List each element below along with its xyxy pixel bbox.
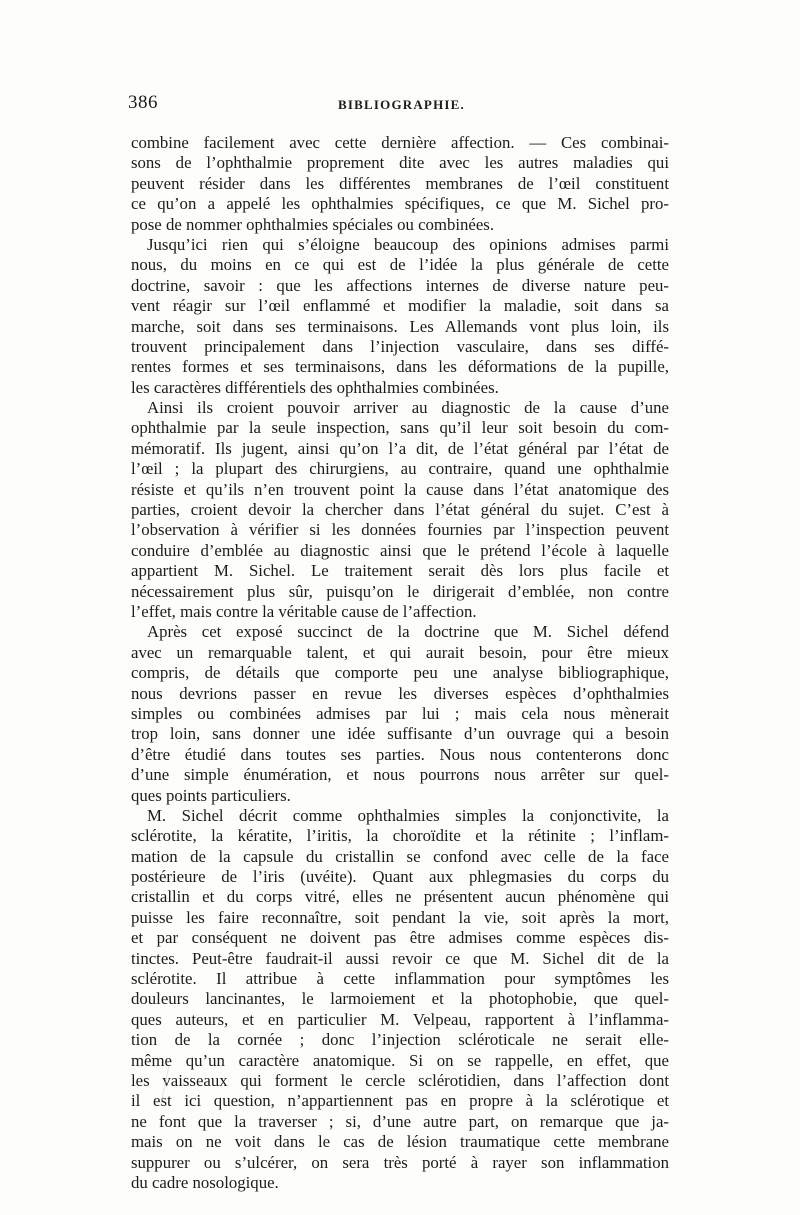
text-line: il est ici question, n’appartiennent pas en propre à la sclérotique et [131, 1091, 669, 1111]
text-line: sons de l’ophthalmie proprement dite avec les autres maladies qui [131, 153, 669, 173]
text-line: ophthalmie par la seule inspection, sans qu’il leur soit besoin du com- [131, 418, 669, 438]
text-line: rentes formes et ses terminaisons, dans les déformations de la pupille, [131, 357, 669, 377]
text-line: tinctes. Peut-être faudrait-il aussi revoir ce que M. Sichel dit de la [131, 948, 669, 968]
text-line: parties, croient devoir la chercher dans l’état général du sujet. C’est à [131, 500, 669, 520]
text-line: du cadre nosologique. [131, 1172, 279, 1192]
text-line: marche, soit dans ses terminaisons. Les Allemands vont plus loin, ils [131, 316, 669, 336]
text-line: mais on ne voit dans le cas de lésion traumatique cette membrane [131, 1132, 669, 1152]
text-line: les vaisseaux qui forment le cercle sclérotidien, dans l’affection dont [131, 1070, 669, 1090]
text-line: cristallin et du corps vitré, elles ne présentent aucun phénomène qui [131, 887, 669, 907]
text-line: puisse les faire reconnaître, soit pendant la vie, soit après la mort, [131, 907, 669, 927]
text-line: l’observation à vérifier si les données fournies par l’inspection peuvent [131, 520, 669, 540]
text-line: l’effet, mais contre la véritable cause de l’affection. [131, 601, 477, 621]
text-line: trouvent principalement dans l’injection vasculaire, dans ses diffé- [131, 336, 669, 356]
text-line: ce qu’on a appelé les ophthalmies spécifiques, ce que M. Sichel pro- [131, 194, 669, 214]
text-line: nécessairement plus sûr, puisqu’on le dirigerait d’emblée, non contre [131, 581, 669, 601]
text-line: Après cet exposé succinct de la doctrine que M. Sichel défend [147, 622, 669, 642]
page-number: 386 [128, 92, 158, 113]
text-line: vent réagir sur l’œil enflammé et modifier la maladie, soit dans sa [131, 296, 669, 316]
body-text [131, 133, 669, 1193]
text-line: nous, du moins en ce qui est de l’idée la plus générale de cette [131, 255, 669, 275]
text-line: et par conséquent ne doivent pas être admises comme espèces dis- [131, 928, 669, 948]
text-line: sclérotite. Il attribue à cette inflammation pour symptômes les [131, 969, 669, 989]
text-line: même qu’un caractère anatomique. Si on se rappelle, en effet, que [131, 1050, 669, 1070]
text-line: d’une simple énumération, et nous pourrons nous arrêter sur quel- [131, 765, 669, 785]
text-line: postérieure de l’iris (uvéite). Quant aux phlegmasies du corps du [131, 867, 669, 887]
page-header [128, 92, 673, 122]
text-line: ne font que la traverser ; si, d’une autre part, on remarque que ja- [131, 1111, 669, 1131]
running-head: BIBLIOGRAPHIE. [338, 97, 465, 112]
text-line: doctrine, savoir : que les affections internes de diverse nature peu- [131, 275, 669, 295]
text-line: simples ou combinées admises par lui ; mais cela nous mènerait [131, 703, 669, 723]
text-line: mation de la capsule du cristallin se confond avec celle de la face [131, 846, 669, 866]
text-line: M. Sichel décrit comme ophthalmies simples la conjonctivite, la [147, 805, 669, 825]
text-line: nous devrions passer en revue les diverses espèces d’ophthalmies [131, 683, 669, 703]
text-line: ques points particuliers. [131, 785, 291, 805]
text-line: ques auteurs, et en particulier M. Velpeau, rapportent à l’inflamma- [131, 1009, 669, 1029]
text-line: d’être étudié dans toutes ses parties. Nous nous contenterons donc [131, 744, 669, 764]
text-line: peuvent résider dans les différentes membranes de l’œil constituent [131, 173, 669, 193]
text-line: combine facilement avec cette dernière affection. — Ces combinai- [131, 133, 669, 152]
text-line: résiste et qu’ils n’en trouvent point la cause dans l’état anatomique des [131, 479, 669, 499]
text-line: conduire d’emblée au diagnostic ainsi que le prétend l’école à laquelle [131, 540, 669, 560]
text-line: pose de nommer ophthalmies spéciales ou combinées. [131, 214, 495, 234]
text-line: appartient M. Sichel. Le traitement serait dès lors plus facile et [131, 561, 669, 581]
text-line: suppurer ou s’ulcérer, on sera très porté à rayer son inflammation [131, 1152, 669, 1172]
text-line: trop loin, sans donner une idée suffisante d’un ouvrage qui a besoin [131, 724, 669, 744]
text-line: Jusqu’ici rien qui s’éloigne beaucoup des opinions admises parmi [147, 234, 669, 254]
text-line: mémoratif. Ils jugent, ainsi qu’on l’a dit, de l’état général par l’état de [131, 438, 669, 458]
text-line: les caractères différentiels des ophthalmies combinées. [131, 377, 499, 397]
text-line: Ainsi ils croient pouvoir arriver au diagnostic de la cause d’une [147, 398, 669, 418]
text-line: tion de la cornée ; donc l’injection scléroticale ne serait elle- [131, 1030, 669, 1050]
text-line: avec un remarquable talent, et qui aurait besoin, pour être mieux [131, 642, 669, 662]
text-line: douleurs lancinantes, le larmoiement et la photophobie, que quel- [131, 989, 669, 1009]
text-line: sclérotite, la kératite, l’iritis, la choroïdite et la rétinite ; l’inflam- [131, 826, 669, 846]
text-line: compris, de détails que comporte peu une analyse bibliographique, [131, 663, 669, 683]
text-line: l’œil ; la plupart des chirurgiens, au contraire, quand une ophthalmie [131, 459, 669, 479]
